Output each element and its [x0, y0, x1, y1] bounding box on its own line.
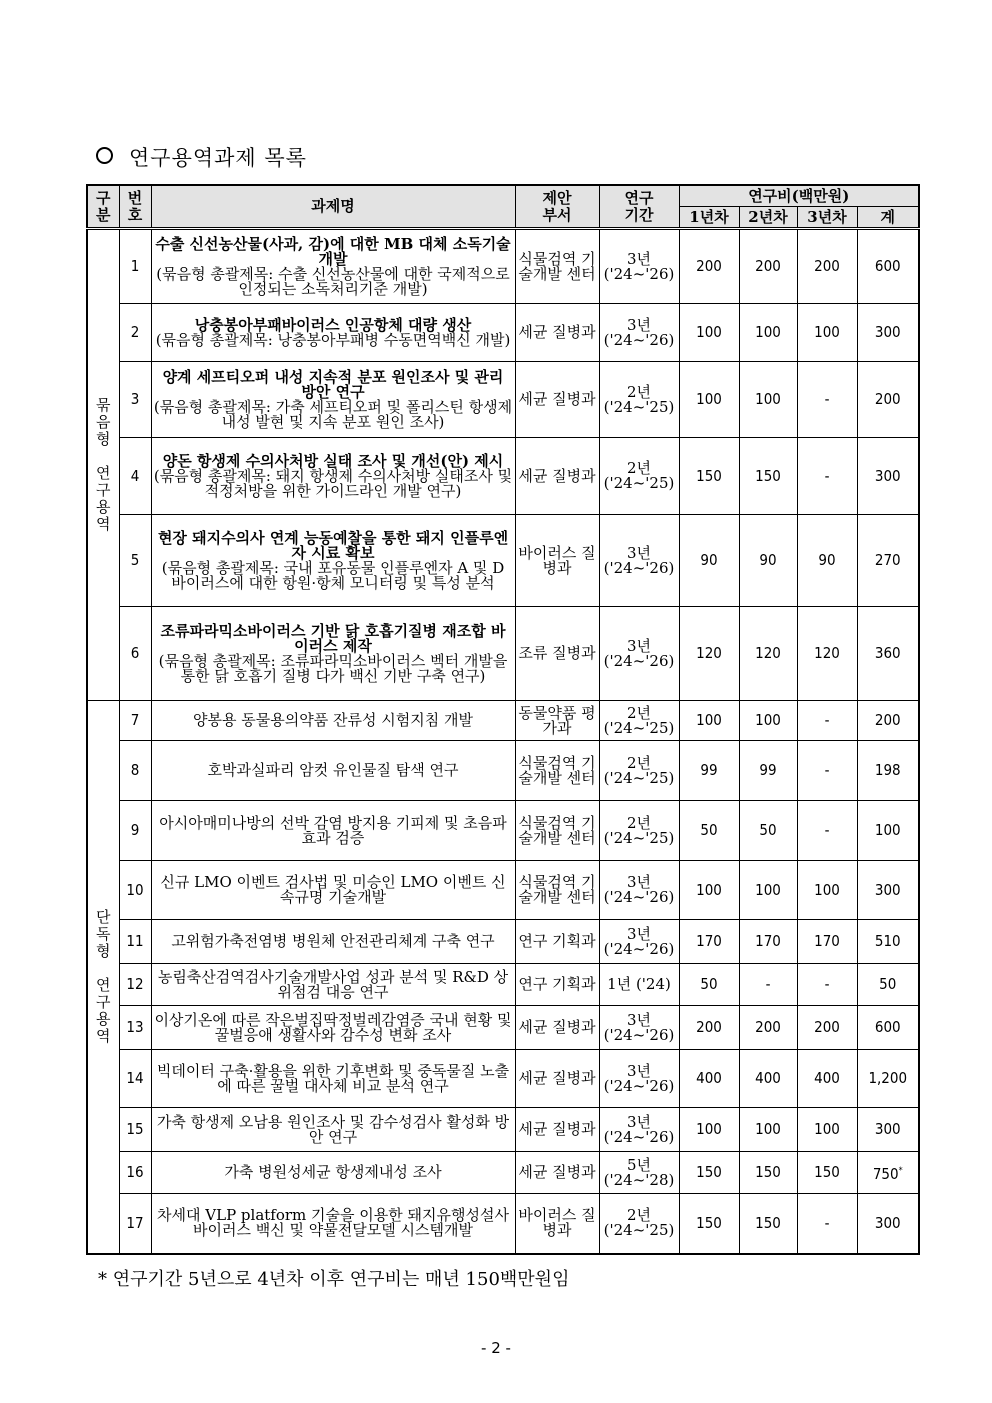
budget-total: 200	[857, 701, 919, 741]
budget-y2: 150	[739, 1194, 797, 1254]
budget-y1: 100	[679, 362, 739, 438]
header-category-text: 구 분	[96, 188, 111, 224]
research-period: 2년 ('24~'25)	[599, 801, 679, 861]
budget-y3: -	[797, 964, 857, 1006]
row-number: 12	[119, 964, 151, 1006]
research-period: 1년 ('24)	[599, 964, 679, 1006]
project-title	[151, 1006, 515, 1050]
budget-total: 750*	[857, 1152, 919, 1194]
research-period: 3년 ('24~'26)	[599, 920, 679, 964]
table-row	[87, 1194, 919, 1254]
budget-y1: 100	[679, 1108, 739, 1152]
budget-total: 300	[857, 861, 919, 920]
proposing-dept: 동물약품 평가과	[515, 701, 599, 741]
budget-y1: 100	[679, 861, 739, 920]
budget-y2: -	[739, 964, 797, 1006]
project-title	[151, 229, 515, 304]
row-number: 1	[119, 229, 151, 304]
budget-y2: 100	[739, 701, 797, 741]
research-period: 3년 ('24~'26)	[599, 607, 679, 701]
header-budget: 연구비(백만원)	[679, 185, 919, 207]
proposing-dept: 세균 질병과	[515, 1006, 599, 1050]
budget-y3: 200	[797, 1006, 857, 1050]
project-title	[151, 1108, 515, 1152]
budget-y1: 200	[679, 1006, 739, 1050]
project-title	[151, 304, 515, 362]
header-year3: 3년차	[797, 207, 857, 229]
row-number: 4	[119, 438, 151, 515]
group-label	[87, 701, 119, 1254]
budget-y2: 99	[739, 741, 797, 801]
table-row	[87, 920, 919, 964]
row-number: 3	[119, 362, 151, 438]
budget-y3: 170	[797, 920, 857, 964]
budget-y3: 90	[797, 515, 857, 607]
proposing-dept: 식물검역 기술개발 센터	[515, 801, 599, 861]
budget-total: 360	[857, 607, 919, 701]
row-number: 16	[119, 1152, 151, 1194]
budget-y1: 100	[679, 701, 739, 741]
budget-y2: 100	[739, 861, 797, 920]
proposing-dept: 세균 질병과	[515, 304, 599, 362]
project-subtitle: 이상기온에 따른 작은벌집딱정벌레감염증 국내 현황 및 꿀벌응애 생활사와 감수성 변화 조사	[154, 1010, 512, 1044]
project-title	[151, 701, 515, 741]
header-year2: 2년차	[739, 207, 797, 229]
proposing-dept: 세균 질병과	[515, 438, 599, 515]
research-period: 5년 ('24~'28)	[599, 1152, 679, 1194]
project-main-title: 수출 신선농산물(사과, 감)에 대한 MB 대체 소독기술 개발	[155, 234, 511, 268]
budget-y2: 150	[739, 438, 797, 515]
budget-total: 300	[857, 1194, 919, 1254]
budget-y2: 100	[739, 1108, 797, 1152]
header-number: 번 호	[119, 185, 151, 229]
budget-y3: 120	[797, 607, 857, 701]
footnote: * 연구기간 5년으로 4년차 이후 연구비는 매년 150백만원임	[98, 1269, 570, 1290]
project-subtitle: 차세대 VLP platform 기술을 이용한 돼지유행성설사바이러스 백신 및 약물전달모델 시스템개발	[157, 1206, 509, 1240]
header-title: 과제명	[151, 185, 515, 229]
project-subtitle: (묶음형 총괄제목: 낭충봉아부패병 수동면역백신 개발)	[155, 330, 511, 349]
budget-y2: 100	[739, 362, 797, 438]
research-period: 2년 ('24~'25)	[599, 1194, 679, 1254]
proposing-dept: 식물검역 기술개발 센터	[515, 861, 599, 920]
research-period: 3년 ('24~'26)	[599, 304, 679, 362]
research-period: 3년 ('24~'26)	[599, 515, 679, 607]
budget-y1: 400	[679, 1050, 739, 1108]
project-main-title: 조류파라믹소바이러스 기반 닭 호흡기질병 재조합 바이러스 제작	[160, 621, 506, 655]
budget-y1: 100	[679, 304, 739, 362]
budget-y3: -	[797, 701, 857, 741]
project-title	[151, 801, 515, 861]
budget-y3: 100	[797, 861, 857, 920]
circle-bullet-icon	[96, 147, 113, 164]
research-period: 3년 ('24~'26)	[599, 861, 679, 920]
row-number: 6	[119, 607, 151, 701]
project-subtitle: 가축 항생제 오남용 원인조사 및 감수성검사 활성화 방안 연구	[156, 1112, 510, 1146]
project-title	[151, 920, 515, 964]
proposing-dept: 식물검역 기술개발 센터	[515, 741, 599, 801]
header-category	[87, 185, 119, 229]
project-title	[151, 607, 515, 701]
proposing-dept: 연구 기획과	[515, 964, 599, 1006]
project-subtitle: (묶음형 총괄제목: 수출 신선농산물에 대한 국제적으로 인정되는 소독처리기준 개발)	[156, 264, 510, 298]
table-row	[87, 801, 919, 861]
budget-total: 270	[857, 515, 919, 607]
research-period: 3년 ('24~'26)	[599, 1006, 679, 1050]
research-period: 2년 ('24~'25)	[599, 362, 679, 438]
budget-y2: 90	[739, 515, 797, 607]
project-title	[151, 362, 515, 438]
budget-y2: 400	[739, 1050, 797, 1108]
budget-y1: 170	[679, 920, 739, 964]
budget-total: 100	[857, 801, 919, 861]
row-number: 7	[119, 701, 151, 741]
proposing-dept: 바이러스 질병과	[515, 515, 599, 607]
section-heading	[96, 142, 307, 172]
budget-y3: 400	[797, 1050, 857, 1108]
project-subtitle: 신규 LMO 이벤트 검사법 및 미승인 LMO 이벤트 신속규명 기술개발	[160, 873, 506, 906]
project-subtitle: 가축 병원성세균 항생제내성 조사	[224, 1163, 442, 1181]
budget-y3: -	[797, 438, 857, 515]
row-number: 5	[119, 515, 151, 607]
group-label-text: 단 독 형 연 구 용 역	[96, 907, 111, 1045]
research-project-table	[86, 184, 920, 1255]
proposing-dept: 바이러스 질병과	[515, 1194, 599, 1254]
project-main-title: 낭충봉아부패바이러스 인공항체 대량 생산	[194, 315, 472, 334]
project-main-title: 현장 돼지수의사 연계 능동예찰을 통한 돼지 인플루엔자 시료 확보	[157, 528, 509, 562]
proposing-dept: 세균 질병과	[515, 1152, 599, 1194]
row-number: 11	[119, 920, 151, 964]
budget-y3: -	[797, 1194, 857, 1254]
project-title	[151, 964, 515, 1006]
project-main-title: 양돈 항생제 수의사처방 실태 조사 및 개선(안) 제시	[162, 451, 504, 470]
proposing-dept: 조류 질병과	[515, 607, 599, 701]
budget-y1: 50	[679, 801, 739, 861]
budget-y1: 200	[679, 229, 739, 304]
budget-y2: 170	[739, 920, 797, 964]
row-number: 8	[119, 741, 151, 801]
budget-y2: 120	[739, 607, 797, 701]
project-subtitle: 아시아매미나방의 선박 감염 방지용 기피제 및 초음파 효과 검증	[159, 813, 507, 847]
table-row	[87, 1152, 919, 1194]
research-period: 3년 ('24~'26)	[599, 229, 679, 304]
research-period: 2년 ('24~'25)	[599, 701, 679, 741]
project-title	[151, 438, 515, 515]
budget-y3: -	[797, 741, 857, 801]
project-title	[151, 1152, 515, 1194]
budget-y1: 50	[679, 964, 739, 1006]
project-subtitle: 농림축산검역검사기술개발사업 성과 분석 및 R&D 상위점검 대응 연구	[157, 967, 509, 1001]
budget-y2: 200	[739, 229, 797, 304]
table-row	[87, 229, 919, 304]
row-number: 13	[119, 1006, 151, 1050]
research-period: 2년 ('24~'25)	[599, 438, 679, 515]
research-period: 2년 ('24~'25)	[599, 741, 679, 801]
project-subtitle: 호박과실파리 암컷 유인물질 탐색 연구	[207, 761, 459, 779]
budget-y3: 200	[797, 229, 857, 304]
budget-total: 198	[857, 741, 919, 801]
project-title	[151, 515, 515, 607]
budget-y1: 99	[679, 741, 739, 801]
project-title	[151, 741, 515, 801]
table-body	[87, 229, 919, 1254]
table-row	[87, 861, 919, 920]
budget-y3: 100	[797, 304, 857, 362]
table-row	[87, 1108, 919, 1152]
project-title	[151, 861, 515, 920]
row-number: 17	[119, 1194, 151, 1254]
project-subtitle: (묶음형 총괄제목: 국내 포유동물 인플루엔자 A 및 D 바이러스에 대한 항원·항체 모니터링 및 특성 분석	[161, 558, 505, 592]
table-row	[87, 438, 919, 515]
budget-total: 300	[857, 1108, 919, 1152]
row-number: 2	[119, 304, 151, 362]
heading-text: 연구용역과제 목록	[129, 146, 307, 170]
budget-total: 1,200	[857, 1050, 919, 1108]
research-period: 3년 ('24~'26)	[599, 1108, 679, 1152]
proposing-dept: 세균 질병과	[515, 1108, 599, 1152]
budget-total: 200	[857, 362, 919, 438]
project-title	[151, 1050, 515, 1108]
project-subtitle: 빅데이터 구축·활용을 위한 기후변화 및 중독물질 노출에 따른 꿀벌 대사체 비교 분석 연구	[156, 1061, 510, 1095]
proposing-dept: 식물검역 기술개발 센터	[515, 229, 599, 304]
budget-y3: 150	[797, 1152, 857, 1194]
budget-total: 600	[857, 1006, 919, 1050]
project-subtitle: (묶음형 총괄제목: 돼지 항생제 수의사처방 실태조사 및 적정처방을 위한 가이드라인 개발 연구)	[153, 466, 513, 500]
table-row	[87, 304, 919, 362]
budget-total: 510	[857, 920, 919, 964]
header-total: 계	[857, 207, 919, 229]
group-label	[87, 229, 119, 701]
row-number: 10	[119, 861, 151, 920]
budget-y1: 150	[679, 1152, 739, 1194]
budget-y1: 150	[679, 438, 739, 515]
budget-y3: 100	[797, 1108, 857, 1152]
budget-y2: 200	[739, 1006, 797, 1050]
group-label-text: 묶 음 형 연 구 용 역	[96, 396, 111, 533]
budget-y1: 90	[679, 515, 739, 607]
table-row	[87, 607, 919, 701]
project-main-title: 양계 세프티오퍼 내성 지속적 분포 원인조사 및 관리 방안 연구	[162, 367, 504, 401]
footnote-mark: *	[898, 1165, 903, 1176]
table-row	[87, 701, 919, 741]
table-row	[87, 964, 919, 1006]
project-subtitle: (묶음형 총괄제목: 가축 세프티오퍼 및 폴리스틴 항생제 내성 발현 및 지속 분포 원인 조사)	[153, 397, 513, 431]
budget-total: 600	[857, 229, 919, 304]
header-period: 연구 기간	[599, 185, 679, 229]
project-subtitle: 양봉용 동물용의약품 잔류성 시험지침 개발	[193, 711, 473, 729]
table-row	[87, 362, 919, 438]
budget-y2: 50	[739, 801, 797, 861]
table-row	[87, 515, 919, 607]
budget-y1: 120	[679, 607, 739, 701]
proposing-dept: 연구 기획과	[515, 920, 599, 964]
page-number: - 2 -	[481, 1339, 511, 1357]
header-year1: 1년차	[679, 207, 739, 229]
table-row	[87, 1006, 919, 1050]
proposing-dept: 세균 질병과	[515, 362, 599, 438]
table-row	[87, 1050, 919, 1108]
project-title	[151, 1194, 515, 1254]
budget-total: 50	[857, 964, 919, 1006]
header-dept: 제안 부서	[515, 185, 599, 229]
project-subtitle: 고위험가축전염병 병원체 안전관리체계 구축 연구	[171, 932, 495, 950]
project-subtitle: (묶음형 총괄제목: 조류파라믹소바이러스 벡터 개발을 통한 닭 호흡기 질병 다가 백신 기반 구축 연구)	[158, 651, 508, 685]
budget-y3: -	[797, 362, 857, 438]
budget-y3: -	[797, 801, 857, 861]
budget-y1: 150	[679, 1194, 739, 1254]
table-row	[87, 741, 919, 801]
budget-y2: 100	[739, 304, 797, 362]
row-number: 15	[119, 1108, 151, 1152]
research-period: 3년 ('24~'26)	[599, 1050, 679, 1108]
budget-total: 300	[857, 438, 919, 515]
row-number: 14	[119, 1050, 151, 1108]
row-number: 9	[119, 801, 151, 861]
budget-y2: 150	[739, 1152, 797, 1194]
proposing-dept: 세균 질병과	[515, 1050, 599, 1108]
budget-total: 300	[857, 304, 919, 362]
